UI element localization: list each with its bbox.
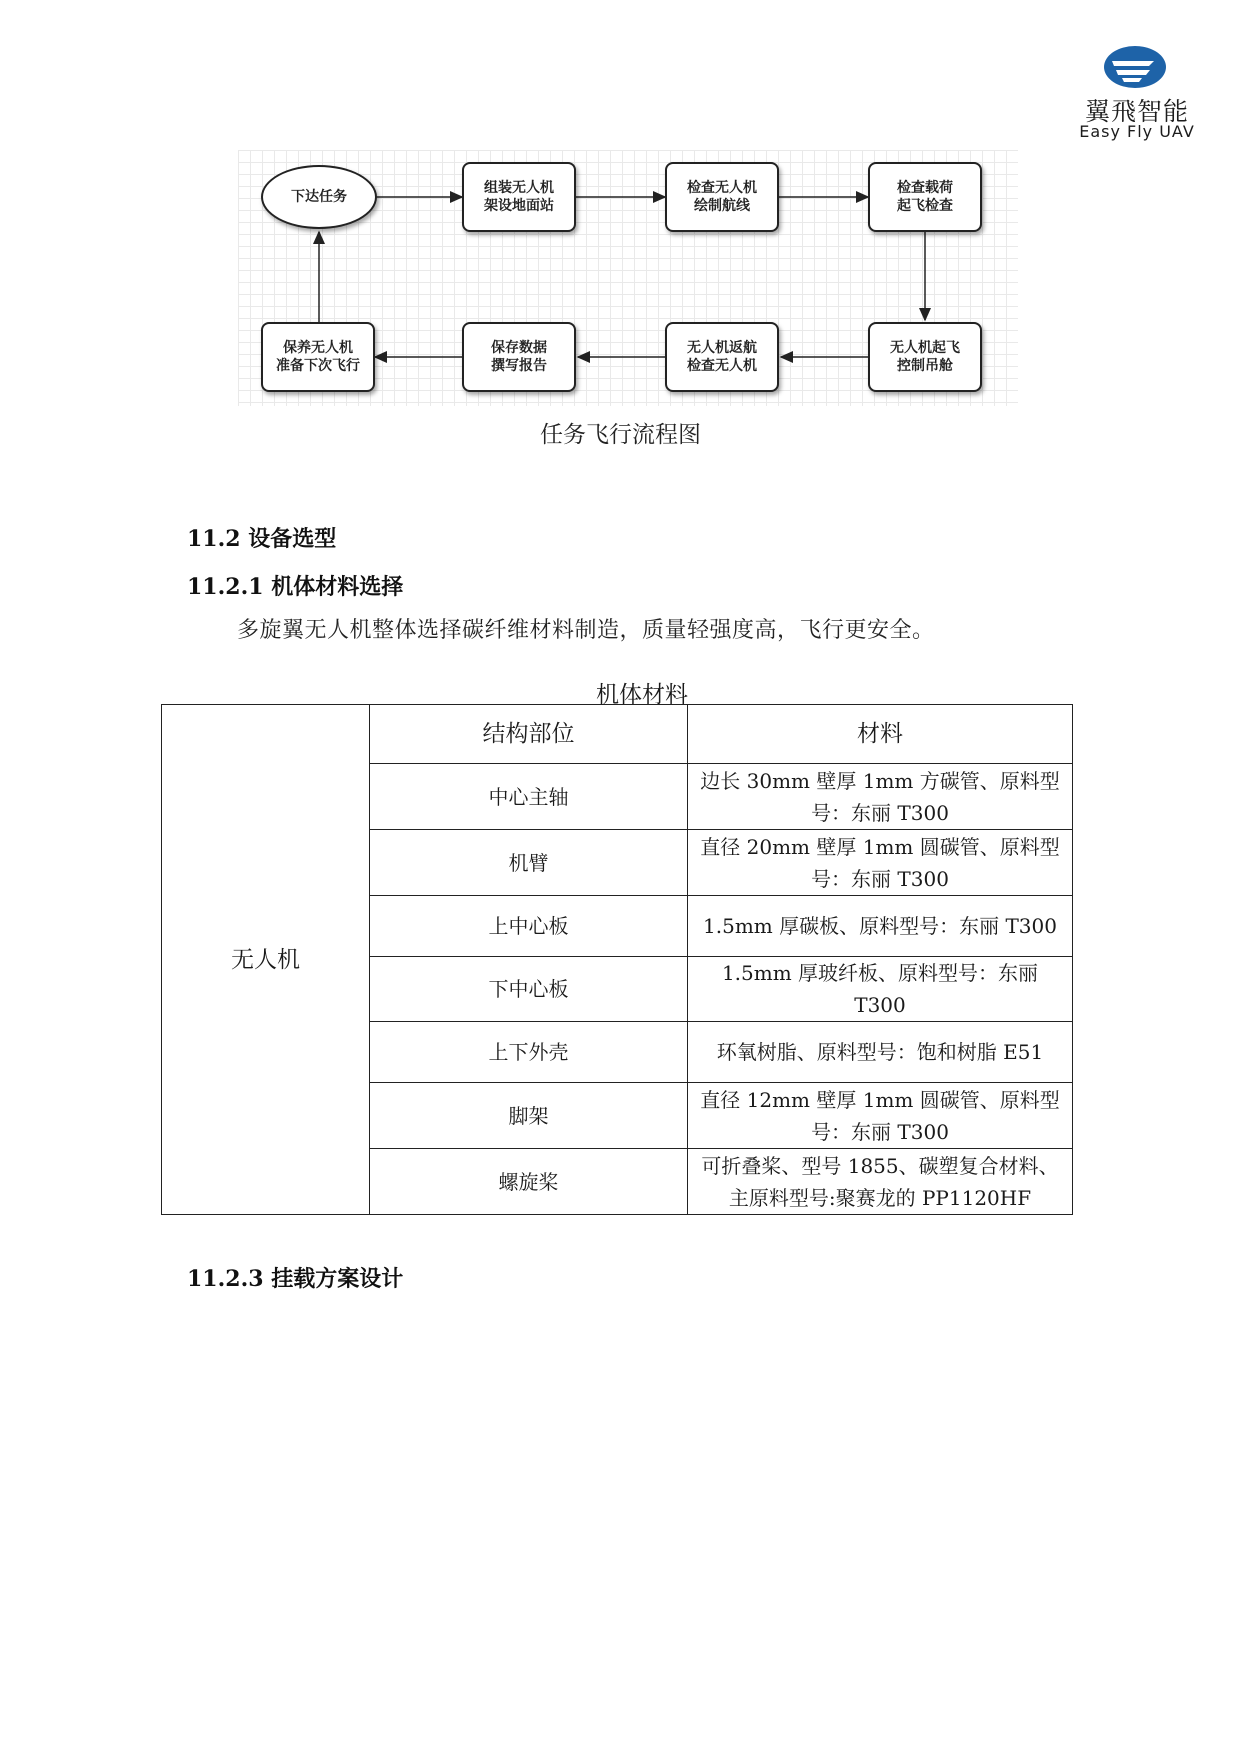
part-cell: 下中心板 (370, 957, 688, 1022)
material-cell: 可折叠桨、型号 1855、碳塑复合材料、 主原料型号:聚赛龙的 PP1120HF (688, 1149, 1073, 1215)
group-cell: 无人机 (162, 705, 370, 1215)
material-cell: 环氧树脂、原料型号：饱和树脂 E51 (688, 1022, 1073, 1083)
heading-11-2-1: 11.2.1 机体材料选择 (187, 574, 404, 600)
flow-node-takeoff: 无人机起飞 控制吊舱 (868, 322, 982, 392)
table-header-row (162, 705, 1073, 764)
header-material: 材料 (688, 705, 1073, 764)
material-cell: 直径 12mm 壁厚 1mm 圆碳管、原料型 号：东丽 T300 (688, 1083, 1073, 1149)
table-title: 机体材料 (596, 682, 688, 708)
part-cell: 脚架 (370, 1083, 688, 1149)
body-paragraph: 多旋翼无人机整体选择碳纤维材料制造，质量轻强度高，飞行更安全。 (237, 618, 935, 643)
material-cell: 1.5mm 厚玻纤板、原料型号：东丽 T300 (688, 957, 1073, 1022)
material-cell: 边长 30mm 壁厚 1mm 方碳管、原料型 号：东丽 T300 (688, 764, 1073, 830)
company-logo (1072, 44, 1202, 144)
flow-node-check-uav: 检查无人机 绘制航线 (665, 162, 779, 232)
logo-name-en: Easy Fly UAV (1079, 122, 1195, 141)
materials-table (161, 704, 1073, 1215)
logo-name-cn: 翼飛智能 (1084, 97, 1189, 126)
part-cell: 上中心板 (370, 896, 688, 957)
material-cell: 1.5mm 厚碳板、原料型号：东丽 T300 (688, 896, 1073, 957)
flow-node-return: 无人机返航 检查无人机 (665, 322, 779, 392)
flow-node-save-data: 保存数据 撰写报告 (462, 322, 576, 392)
material-cell: 直径 20mm 壁厚 1mm 圆碳管、原料型 号：东丽 T300 (688, 830, 1073, 896)
heading-11-2-3: 11.2.3 挂载方案设计 (187, 1266, 404, 1292)
flow-node-maintain: 保养无人机 准备下次飞行 (261, 322, 375, 392)
flow-node-issue-task: 下达任务 (261, 165, 377, 229)
part-cell: 中心主轴 (370, 764, 688, 830)
part-cell: 螺旋桨 (370, 1149, 688, 1215)
part-cell: 上下外壳 (370, 1022, 688, 1083)
header-part: 结构部位 (370, 705, 688, 764)
flowchart-caption: 任务飞行流程图 (540, 422, 701, 448)
wing-logo-icon (1102, 44, 1168, 90)
mission-flowchart (238, 150, 1018, 406)
flow-node-check-payload: 检查载荷 起飞检查 (868, 162, 982, 232)
part-cell: 机臂 (370, 830, 688, 896)
heading-11-2: 11.2 设备选型 (187, 526, 337, 552)
flow-node-assemble: 组装无人机 架设地面站 (462, 162, 576, 232)
